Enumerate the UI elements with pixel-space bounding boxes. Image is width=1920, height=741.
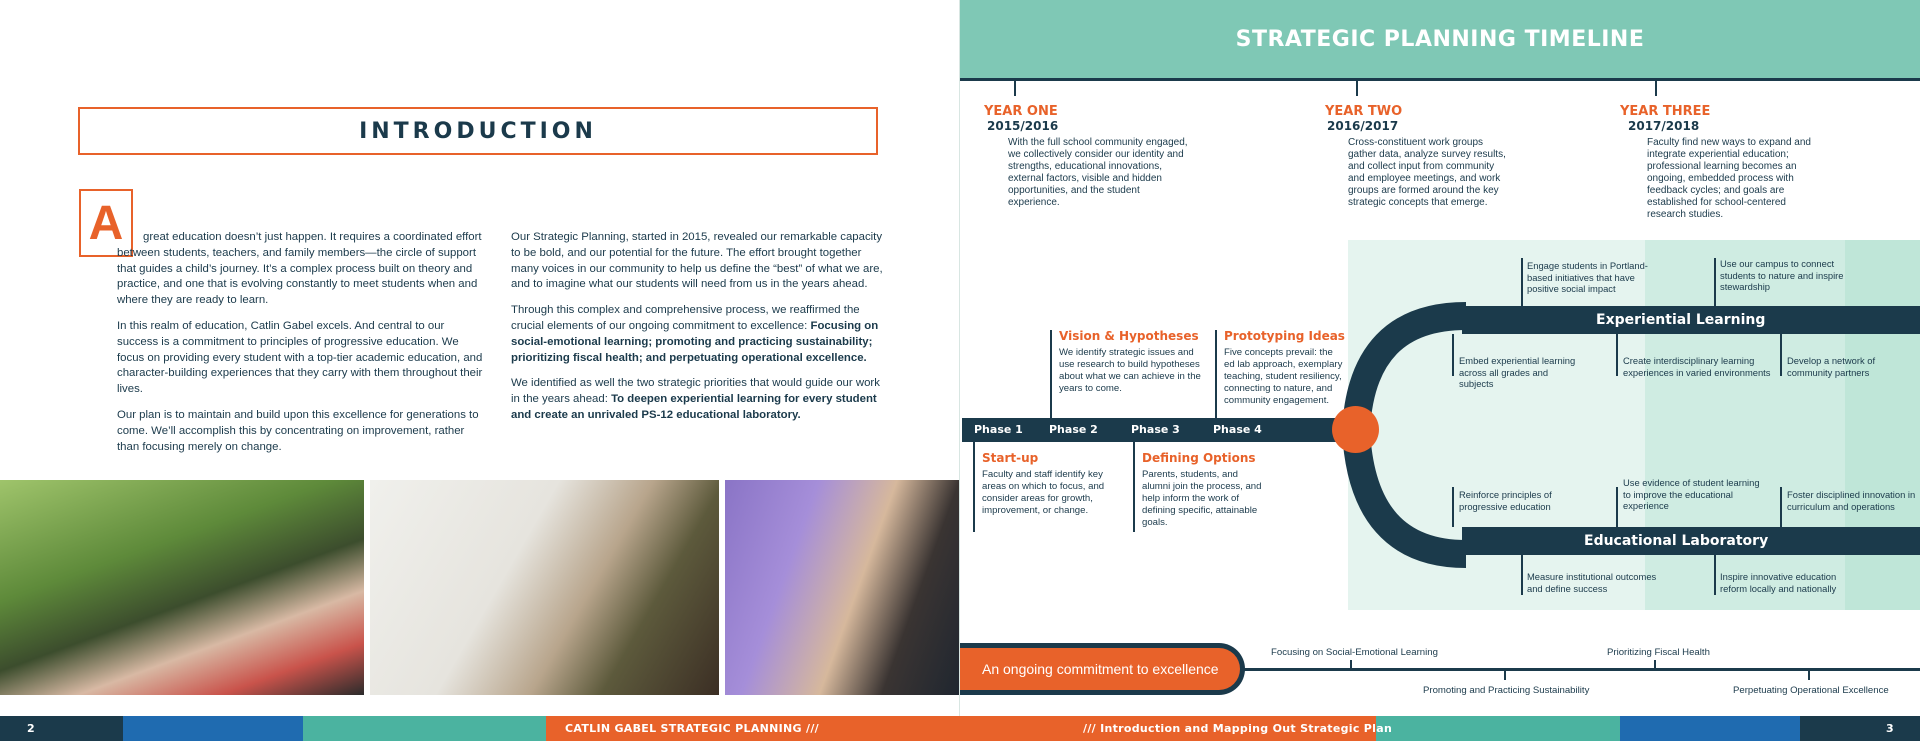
phase-1-label: Phase 1 [974,423,1023,436]
prototyping-text: Five concepts prevail: the ed lab approach, exemplary teaching, student resiliency, connecting to nature, and community engagement. [1224,347,1343,406]
paragraph-5-text: Through this complex and comprehensive process, we reaffirmed the crucial elements of our ongoing commitment to excellence: [511,304,860,332]
commit-tick-4 [1808,670,1810,680]
exp-bottom-item-1: Embed experiential learning across all grades and subjects [1459,355,1576,389]
year-two-text: Cross-constituent work groups gather data, analyze survey results, and collect input from community and employee meetings, and work groups are formed around the key strategic concepts that emerge. [1348,137,1506,208]
introduction-heading-box [78,107,878,155]
timeline-header [960,0,1920,78]
fork-node-circle [1332,406,1379,453]
year-one-dates: 2015/2016 [987,119,1059,133]
students-outdoors-photo [0,480,364,695]
exp-top-item-2: Use our campus to connect students to nature and inspire stewardship [1720,258,1844,292]
lab-top-item-1: Reinforce principles of progressive education [1459,489,1552,512]
teacher-student-photo [725,480,960,695]
phase-4-label: Phase 4 [1213,423,1262,436]
commitment-item-4: Perpetuating Operational Excellence [1733,685,1889,696]
educational-laboratory-label: Educational Laboratory [1584,533,1769,549]
intro-paragraph-5 [511,303,886,366]
year-two-dates: 2016/2017 [1327,119,1399,133]
year-three-label: YEAR THREE [1620,104,1711,119]
lab-bottom-item-2: Inspire innovative education reform locally and nationally [1720,571,1837,594]
phase-2-label: Phase 2 [1049,423,1098,436]
year-one-text: With the full school community engaged, we collectively consider our identity and strengths, educational innovations, external factors, visible and hidden opportunities, and the student experience. [1008,137,1188,208]
intro-paragraph-1: great education doesn’t just happen. It requires a coordinated effort between students, teachers, and family members—the circle of support that guides a child’s journey. It’s a complex process built on theory and practice, and one that is evolving constantly to meet students when and where they are ready to learn. [117,231,482,307]
year-three-dates: 2017/2018 [1628,119,1700,133]
footer-left-title: CATLIN GABEL STRATEGIC PLANNING /// [565,722,819,735]
experiential-learning-label: Experiential Learning [1596,312,1766,328]
intro-paragraph-4: Our Strategic Planning, started in 2015, revealed our remarkable capacity to be bold, and our potential for the future. The effort brought together many voices in our community to help us define the “best” of what we are, and to imagine what our students will need from us in the years ahead. [511,231,883,291]
footer-bar [0,716,1920,741]
vision-text: We identify strategic issues and use research to build hypotheses about what we can achieve in the years to come. [1059,347,1201,394]
year-two-tick [1356,80,1358,96]
footer-segment-blue-right [1620,716,1800,741]
exp-bottom-item-2: Create interdisciplinary learning experiences in varied environments [1623,355,1771,378]
lab-bottom-tick-2 [1714,555,1716,595]
prototyping-tick [1215,330,1217,418]
intro-paragraph-3: Our plan is to maintain and build upon this excellence for generations to come. We’ll accomplish this by concentrating on improvement, rather than focusing merely on change. [117,408,479,453]
commitment-label: An ongoing commitment to excellence [982,661,1219,677]
lab-top-tick-3 [1780,487,1782,527]
intro-paragraph-6 [511,376,886,423]
vision-heading: Vision & Hypotheses [1059,329,1199,343]
vision-tick [1050,330,1052,418]
lab-top-tick-2 [1616,487,1618,527]
year-three-tick [1655,80,1657,96]
exp-bottom-tick-3 [1780,334,1782,376]
page-number-right: 3 [1886,722,1894,735]
lab-top-tick-1 [1452,487,1454,527]
commitment-line [1240,668,1920,671]
lab-top-item-2: Use evidence of student learning to improve the educational experience [1623,477,1760,511]
startup-heading: Start-up [982,451,1039,465]
exp-bottom-item-3: Develop a network of community partners [1787,355,1876,378]
fork-arc-lower [1356,430,1466,554]
year-three-text: Faculty find new ways to expand and integrate experiential education; professional learning becomes an ongoing, embedded process with feedback cycles; and goals are established for school-centered research studies. [1647,137,1811,220]
phase-bar [962,418,1354,442]
year-one-label: YEAR ONE [984,104,1058,119]
educational-laboratory-bar [1462,527,1920,555]
lab-bottom-item-1: Measure institutional outcomes and define success [1527,571,1657,594]
commitment-item-1: Focusing on Social-Emotional Learning [1271,647,1438,658]
footer-segment-teal-right [1376,716,1620,741]
introduction-heading: INTRODUCTION [359,118,597,144]
exp-bottom-tick-1 [1452,334,1454,376]
startup-tick [973,442,975,532]
timeline-rule [960,78,1920,81]
defining-heading: Defining Options [1142,451,1256,465]
intro-column-2 [511,230,886,434]
defining-text: Parents, students, and alumni join the process, and help inform the work of defining specific, attainable goals. [1142,469,1262,528]
page-gutter [959,0,960,716]
commitment-item-3: Prioritizing Fiscal Health [1607,647,1710,658]
student-whiteboard-photo [370,480,719,695]
exp-top-tick-2 [1714,258,1716,306]
commitment-item-2: Promoting and Practicing Sustainability [1423,685,1590,696]
paragraph-5-bold: Focusing on social-emotional learning; promoting and practicing sustainability; prioritizing fiscal health; and perpetuating operational excellence. [511,319,879,364]
defining-tick [1133,442,1135,532]
intro-paragraph-2: In this realm of education, Catlin Gabel excels. And central to our success is a commitment to principles of progressive education. We focus on providing every student with a top-tier academic education, and character-building experiences that they carry with them throughout their lives. [117,319,483,396]
commit-tick-1 [1350,660,1352,670]
prototyping-heading: Prototyping Ideas [1224,329,1345,343]
commit-tick-2 [1504,670,1506,680]
timeline-title: STRATEGIC PLANNING TIMELINE [1235,26,1645,52]
footer-segment-teal-left [303,716,546,741]
exp-top-item-1: Engage students in Portland-based initiatives that have positive social impact [1527,260,1648,294]
exp-top-tick-1 [1521,258,1523,306]
phase-3-label: Phase 3 [1131,423,1180,436]
page-number-left: 2 [27,722,35,735]
footer-segment-navy-left [0,716,123,741]
paragraph-6-bold: To deepen experiential learning for every student and create an unrivaled PS-12 educational laboratory. [511,393,877,421]
intro-column-1 [117,230,487,465]
photo-strip [0,480,960,695]
year-two-label: YEAR TWO [1325,104,1403,119]
year-one-tick [1014,80,1016,96]
drop-cap: A [79,189,133,257]
paragraph-6-text: We identified as well the two strategic priorities that would guide our work in the years ahead: [511,377,880,406]
experiential-learning-bar [1462,306,1920,334]
lab-bottom-tick-1 [1521,555,1523,595]
footer-segment-blue-left [123,716,303,741]
lab-top-item-3: Foster disciplined innovation in curriculum and operations [1787,489,1916,512]
commitment-banner [960,643,1245,695]
footer-segment-navy-right [1800,716,1920,741]
startup-text: Faculty and staff identify key areas on which to focus, and consider areas for growth, improvement, or change. [982,469,1105,516]
exp-bottom-tick-2 [1616,334,1618,376]
commit-tick-3 [1654,660,1656,670]
footer-right-title: /// Introduction and Mapping Out Strategic Plan [1083,722,1393,735]
